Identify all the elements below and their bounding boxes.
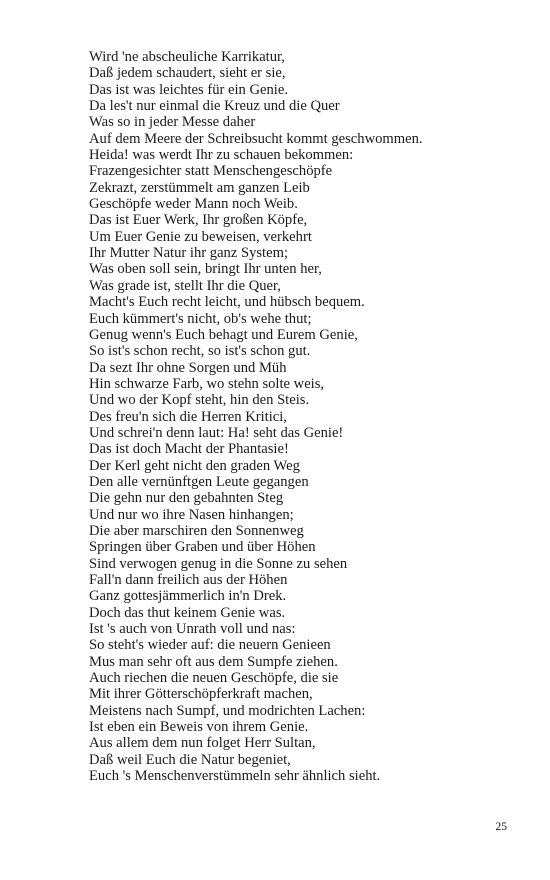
poem-line: Die aber marschiren den Sonnenweg xyxy=(89,522,304,539)
poem-line: Aus allem dem nun folget Herr Sultan, xyxy=(89,735,316,752)
poem-line: Wird 'ne abscheuliche Karrikatur, xyxy=(89,49,285,65)
poem-line: So steht's wieder auf: die neuern Genieen xyxy=(89,637,331,654)
poem-line: Das ist doch Macht der Phantasie! xyxy=(89,441,289,458)
poem-line: Des freu'n sich die Herren Kritici, xyxy=(89,408,287,425)
poem-line: Den alle vernünftgen Leute gegangen xyxy=(89,473,309,490)
poem-line: Macht's Euch recht leicht, und hübsch bequem. xyxy=(89,294,365,311)
poem-line: Mus man sehr oft aus dem Sumpfe ziehen. xyxy=(89,653,338,670)
poem-line: Fall'n dann freilich aus der Höhen xyxy=(89,572,288,588)
poem-line: Da sezt Ihr ohne Sorgen und Müh xyxy=(89,359,287,376)
poem-line: Die gehn nur den gebahnten Steg xyxy=(89,490,284,507)
poem-line: Und wo der Kopf steht, hin den Steis. xyxy=(89,392,310,409)
poem-line: Frazengesichter statt Menschengeschöpfe xyxy=(89,163,333,180)
poem-line: Was grade ist, stellt Ihr die Quer, xyxy=(89,277,281,294)
poem-line: Ihr Mutter Natur ihr ganz System; xyxy=(89,245,288,262)
poem-line: Euch 's Menschenverstümmeln sehr ähnlich sieht. xyxy=(89,768,381,785)
poem-line: Heida! was werdt Ihr zu schauen bekommen: xyxy=(89,147,354,164)
poem-line: Auch riechen die neuen Geschöpfe, die sie xyxy=(89,670,339,687)
page-number: 25 xyxy=(495,821,507,833)
poem-line: Geschöpfe weder Mann noch Weib. xyxy=(89,196,298,213)
poem-line: Ist eben ein Beweis von ihrem Genie. xyxy=(89,719,309,736)
poem-line: Um Euer Genie zu beweisen, verkehrt xyxy=(89,228,312,245)
poem-line: Doch das thut keinem Genie was. xyxy=(89,604,286,621)
poem-line: Der Kerl geht nicht den graden Weg xyxy=(89,457,300,474)
poem-line: Zekrazt, zerstümmelt am ganzen Leib xyxy=(89,179,310,196)
poem-line: Ganz gottesjämmerlich in'n Drek. xyxy=(89,588,287,605)
poem-line: Und nur wo ihre Nasen hinhangen; xyxy=(89,506,294,523)
poem-line: Springen über Graben und über Höhen xyxy=(89,539,316,556)
poem-line: Sind verwogen genug in die Sonne zu sehen xyxy=(89,555,348,572)
poem-line: So ist's schon recht, so ist's schon gut. xyxy=(89,343,311,360)
poem-line: Was oben soll sein, bringt Ihr unten her, xyxy=(89,261,322,278)
poem-line: Und schrei'n denn laut: Ha! seht das Genie! xyxy=(89,424,344,441)
poem-line: Ist 's auch von Unrath voll und nas: xyxy=(89,621,296,638)
poem-line: Daß weil Euch die Natur begeniet, xyxy=(89,751,291,768)
poem-line: Das ist was leichtes für ein Genie. xyxy=(89,81,288,98)
poem-line: Da les't nur einmal die Kreuz und die Quer xyxy=(89,98,340,115)
poem-text xyxy=(89,49,529,784)
poem-line: Euch kümmert's nicht, ob's wehe thut; xyxy=(89,310,312,327)
poem-line: Daß jedem schaudert, sieht er sie, xyxy=(89,65,286,82)
poem-line: Was so in jeder Messe daher xyxy=(89,114,256,131)
poem-line: Das ist Euer Werk, Ihr großen Köpfe, xyxy=(89,212,308,229)
poem-line: Auf dem Meere der Schreibsucht kommt geschwommen. xyxy=(89,130,423,147)
poem-line: Meistens nach Sumpf, und modrichten Lachen: xyxy=(89,702,366,719)
poem-line: Mit ihrer Götterschöpferkraft machen, xyxy=(89,686,313,703)
poem-line: Hin schwarze Farb, wo stehn solte weis, xyxy=(89,375,325,392)
poem-line: Genug wenn's Euch behagt und Eurem Genie, xyxy=(89,326,358,343)
